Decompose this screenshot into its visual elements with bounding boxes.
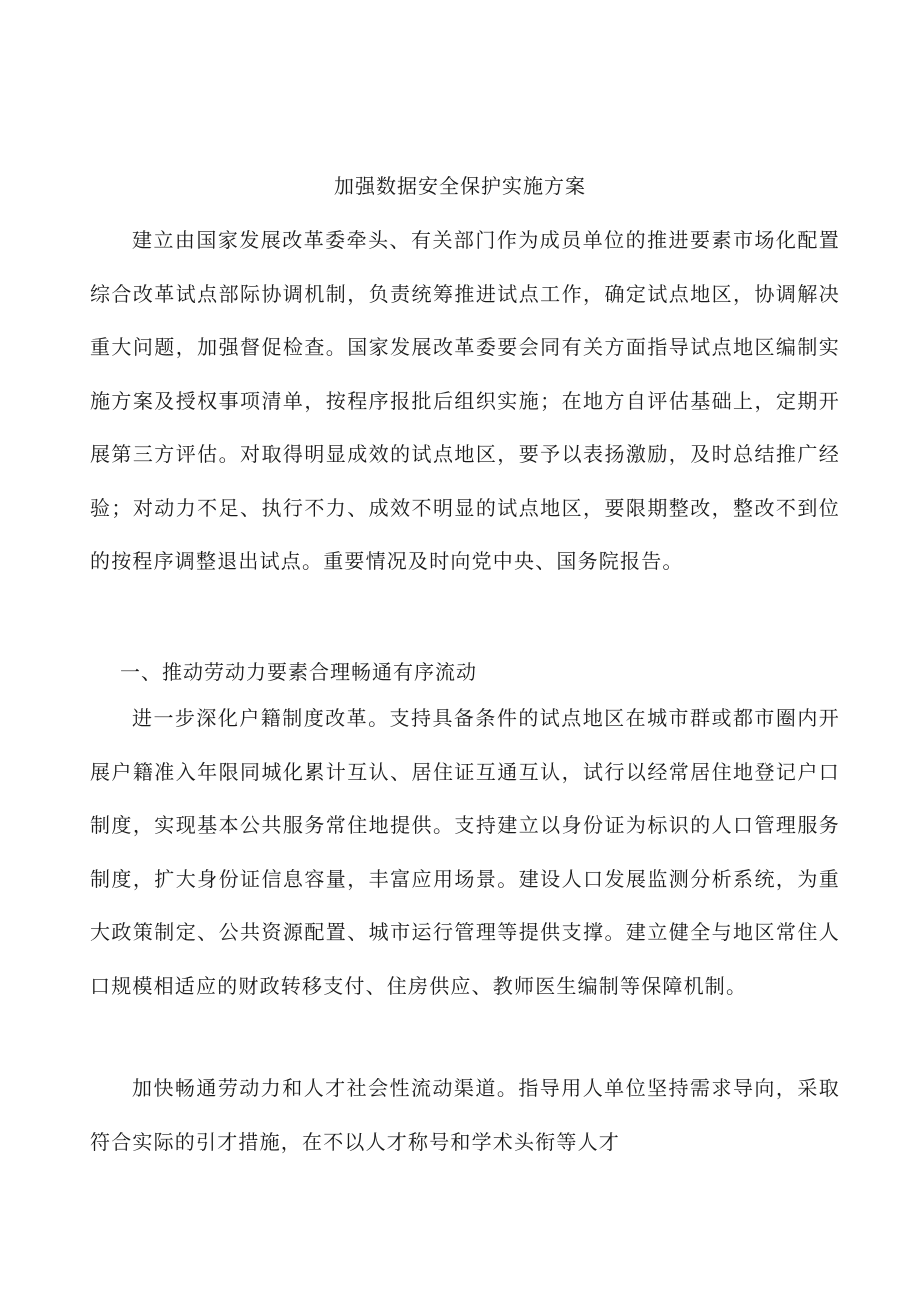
section-heading-labor: 一、推动劳动力要素合理畅通有序流动	[120, 660, 477, 684]
document-title: 加强数据安全保护实施方案	[334, 174, 586, 198]
paragraph-household-registration: 进一步深化户籍制度改革。支持具备条件的试点地区在城市群或都市圈内开展户籍准入年限同城化累计互认、居住证互通互认，试行以经常居住地登记户口制度，实现基本公共服务常住地提供。支持建立以身份证为标识的人口管理服务制度，扩大身份证信息容量，丰富应用场景。建设人口发展监测分析系统，为重大政策制定、公共资源配置、城市运行管理等提供支撑。建立健全与地区常住人口规模相适应的财政转移支付、住房供应、教师医生编制等保障机制。	[90, 706, 840, 998]
paragraph-coordination-mechanism: 建立由国家发展改革委牵头、有关部门作为成员单位的推进要素市场化配置综合改革试点部际协调机制，负责统筹推进试点工作，确定试点地区，协调解决重大问题，加强督促检查。国家发展改革委要会同有关方面指导试点地区编制实施方案及授权事项清单，按程序报批后组织实施；在地方自评估基础上，定期开展第三方评估。对取得明显成效的试点地区，要予以表扬激励，及时总结推广经验；对动力不足、执行不力、成效不明显的试点地区，要限期整改，整改不到位的按程序调整退出试点。重要情况及时向党中央、国务院报告。	[90, 228, 840, 573]
paragraph-talent-mobility: 加快畅通劳动力和人才社会性流动渠道。指导用人单位坚持需求导向，采取符合实际的引才措施，在不以人才称号和学术头衔等人才	[90, 1076, 840, 1154]
